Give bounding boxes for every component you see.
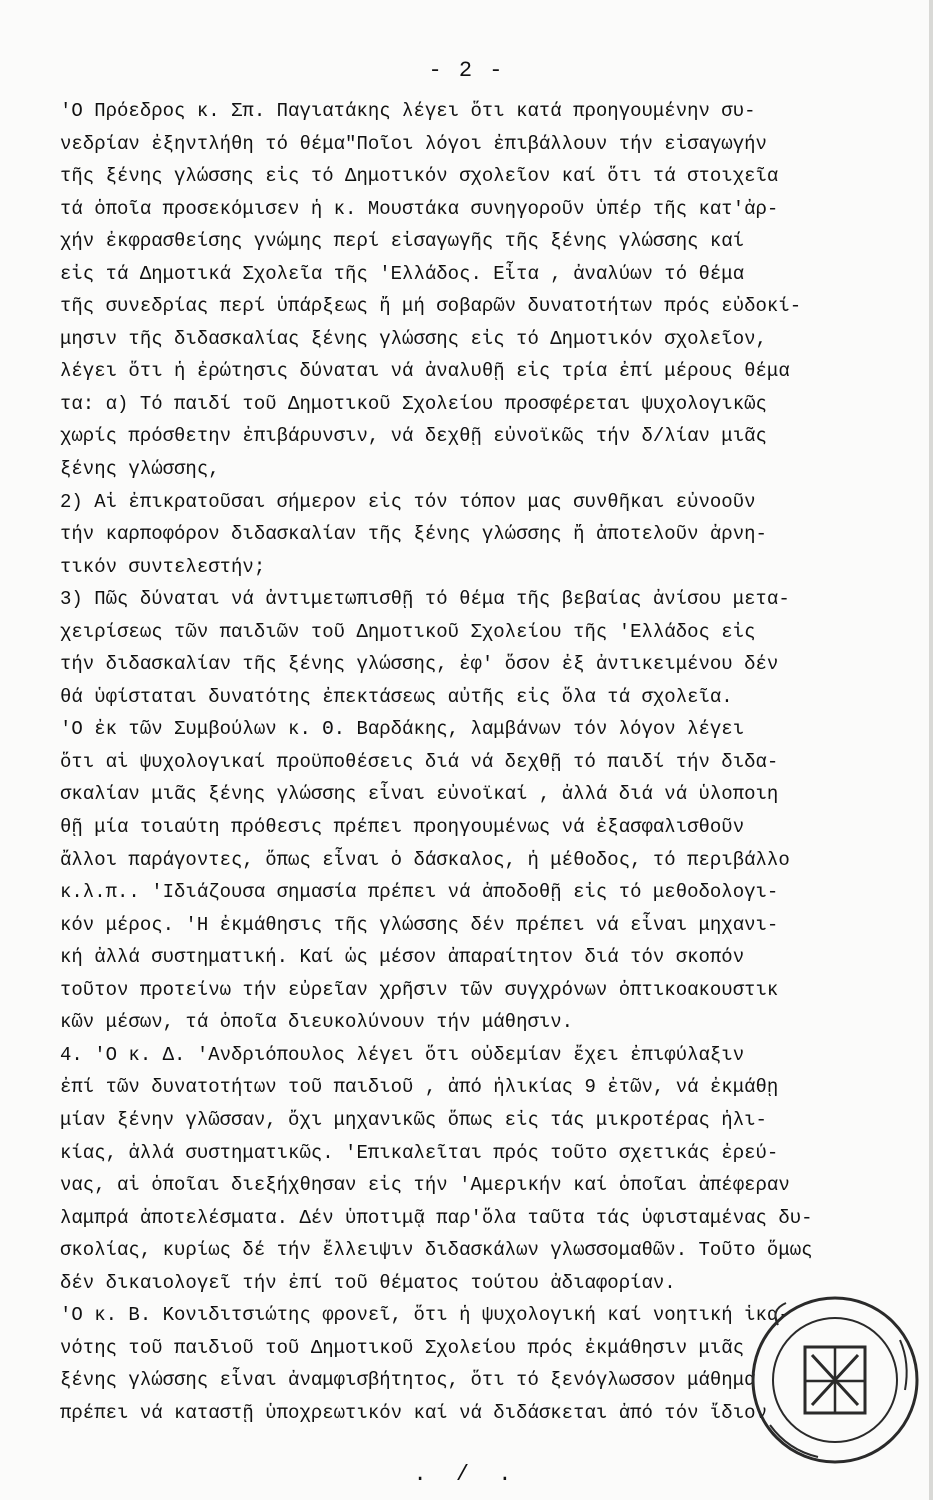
- text-line: χωρίς πρόσθετην ἐπιβάρυνσιν, νά δεχθῇ εὐνοϊκῶς τήν δ/λίαν μιᾶς: [60, 425, 767, 448]
- text-line: τα: α) Τό παιδί τοῦ Δημοτικοῦ Σχολείου προσφέρεται ψυχολογικῶς: [60, 392, 767, 415]
- text-line: θῇ μία τοιαύτη πρόθεσις πρέπει προηγουμένως νά ἐξασφαλισθοῦν: [60, 816, 745, 839]
- text-line: νότης τοῦ παιδιοῦ τοῦ Δημοτικοῦ Σχολείου πρός ἐκμάθησιν μιᾶς: [60, 1336, 745, 1359]
- text-line: τῆς ξένης γλώσσης εἰς τό Δημοτικόν σχολεῖον καί ὅτι τά στοιχεῖα: [60, 165, 779, 188]
- text-line: ὅτι αἱ ψυχολογικαί προϋποθέσεις διά νά δεχθῇ τό παιδί τήν διδα-: [60, 750, 779, 773]
- text-line: τά ὁποῖα προσεκόμισεν ἡ κ. Μουστάκα συνηγοροῦν ὑπέρ τῆς κατ'ἀρ-: [60, 197, 779, 220]
- text-line: μησιν τῆς διδασκαλίας ξένης γλώσσης εἰς τό Δημοτικόν σχολεῖον,: [60, 327, 767, 350]
- text-line: 'Ο ἐκ τῶν Συμβούλων κ. Θ. Βαρδάκης, λαμβάνων τόν λόγον λέγει: [60, 718, 745, 741]
- text-line: ἐπί τῶν δυνατοτήτων τοῦ παιδιοῦ , ἀπό ἡλικίας 9 ἐτῶν, νά ἐκμάθῃ: [60, 1076, 779, 1099]
- text-line: τῆς συνεδρίας περί ὑπάρξεως ἤ μή σοβαρῶν δυνατοτήτων πρός εὐδοκί-: [60, 295, 802, 318]
- text-line: μίαν ξένην γλῶσσαν, ὄχι μηχανικῶς ὅπως εἰς τάς μικροτέρας ἡλι-: [60, 1108, 767, 1131]
- text-line: σκολίας, κυρίως δέ τήν ἔλλειψιν διδασκάλων γλωσσομαθῶν. Τοῦτο ὅμως: [60, 1239, 813, 1262]
- text-line: ἄλλοι παράγοντες, ὅπως εἶναι ὁ δάσκαλος, ἡ μέθοδος, τό περιβάλλο: [60, 848, 790, 871]
- text-line: τοῦτον προτείνω τήν εὐρεῖαν χρῆσιν τῶν συγχρόνων ὀπτικοακουστικ: [60, 978, 779, 1001]
- text-line: τήν καρποφόρον διδασκαλίαν τῆς ξένης γλώσσης ἤ ἀποτελοῦν ἀρνη-: [60, 523, 767, 546]
- text-line: ξένης γλώσσης εἶναι ἀναμφισβήτητος, ὅτι τό ξενόγλωσσον μάθημα: [60, 1369, 756, 1392]
- text-line: κή ἀλλά συστηματική. Καί ὡς μέσον ἀπαραίτητον διά τόν σκοπόν: [60, 946, 745, 969]
- text-line: 4. 'Ο κ. Δ. 'Ανδριόπουλος λέγει ὅτι οὐδεμίαν ἔχει ἐπιφύλαξιν: [60, 1043, 745, 1066]
- page-edge-shadow: [929, 0, 933, 1500]
- continuation-mark: . / .: [413, 1462, 520, 1487]
- text-line: κόν μέρος. 'Η ἐκμάθησις τῆς γλώσσης δέν πρέπει νά εἶναι μηχανι-: [60, 913, 779, 936]
- text-line: 2) Αἱ ἐπικρατοῦσαι σήμερον εἰς τόν τόπον μας συνθῆκαι εὐνοοῦν: [60, 490, 756, 513]
- text-line: 'Ο κ. Β. Κονιδιτσιώτης φρονεῖ, ὅτι ἡ ψυχολογική καί νοητική ἱκα-: [60, 1304, 790, 1327]
- text-line: κίας, ἀλλά συστηματικῶς. 'Επικαλεῖται πρός τοῦτο σχετικάς ἐρεύ-: [60, 1141, 779, 1164]
- text-line: πρέπει νά καταστῇ ὑποχρεωτικόν καί νά διδάσκεται ἀπό τόν ἴδιον: [60, 1401, 767, 1424]
- circular-seal-stamp-icon: [700, 1285, 930, 1465]
- text-line: κ.λ.π.. 'Ιδιάζουσα σημασία πρέπει νά ἀποδοθῇ εἰς τό μεθοδολογι-: [60, 881, 779, 904]
- text-line: χήν ἐκφρασθείσης γνώμης περί εἰσαγωγῆς τῆς ξένης γλώσσης καί: [60, 230, 745, 253]
- text-line: δέν δικαιολογεῖ τήν ἐπί τοῦ θέματος τούτου ἀδιαφορίαν.: [60, 1271, 676, 1294]
- text-line: 'Ο Πρόεδρος κ. Σπ. Παγιατάκης λέγει ὅτι κατά προηγουμένην συ-: [60, 100, 756, 122]
- typed-text-body: [60, 95, 922, 1429]
- text-line: σκαλίαν μιᾶς ξένης γλώσσης εἶναι εὐνοϊκαί , ἀλλά διά νά ὑλοποιη: [60, 783, 779, 806]
- text-line: τήν διδασκαλίαν τῆς ξένης γλώσσης, ἐφ' ὅσον ἐξ ἀντικειμένου δέν: [60, 653, 779, 676]
- text-line: τικόν συντελεστήν;: [60, 555, 266, 578]
- text-line: εἰς τά Δημοτικά Σχολεῖα τῆς 'Ελλάδος. Εἶτα , ἀναλύων τό θέμα: [60, 262, 745, 285]
- text-line: θά ὑφίσταται δυνατότης ἐπεκτάσεως αὐτῆς εἰς ὅλα τά σχολεῖα.: [60, 685, 733, 708]
- text-line: ξένης γλώσσης,: [60, 458, 220, 481]
- text-line: νεδρίαν ἐξηντλήθη τό θέμα"Ποῖοι λόγοι ἐπιβάλλουν τήν εἰσαγωγήν: [60, 132, 767, 155]
- page-number: - 2 -: [428, 58, 505, 83]
- text-line: 3) Πῶς δύναται νά ἀντιμετωπισθῇ τό θέμα τῆς βεβαίας ἀνίσου μετα-: [60, 588, 790, 611]
- text-line: λαμπρά ἀποτελέσματα. Δέν ὑποτιμᾷ παρ'ὅλα ταῦτα τάς ὑφισταμένας δυ-: [60, 1206, 813, 1229]
- text-line: κῶν μέσων, τά ὁποῖα διευκολύνουν τήν μάθησιν.: [60, 1011, 574, 1034]
- text-line: λέγει ὅτι ἡ ἐρώτησις δύναται νά ἀναλυθῇ εἰς τρία ἐπί μέρους θέμα: [60, 360, 790, 383]
- text-line: χειρίσεως τῶν παιδιῶν τοῦ Δημοτικοῦ Σχολείου τῆς 'Ελλάδος εἰς: [60, 620, 756, 643]
- text-line: νας, αἱ ὁποῖαι διεξήχθησαν εἰς τήν 'Αμερικήν καί ὁποῖαι ἀπέφεραν: [60, 1174, 790, 1197]
